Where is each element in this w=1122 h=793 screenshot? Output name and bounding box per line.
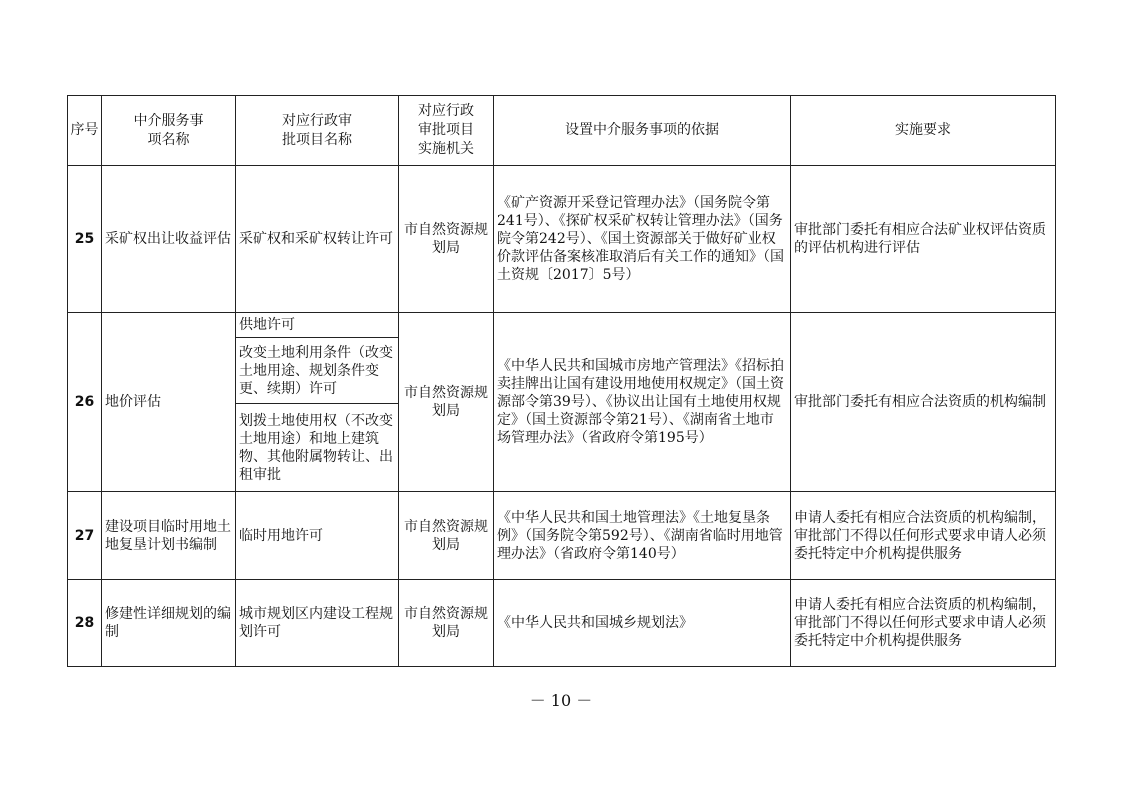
- approval-item: 划拨土地使用权（不改变土地用途）和地上建筑物、其他附属物转让、出租审批: [236, 404, 399, 492]
- agency: 市自然资源规划局: [399, 580, 494, 667]
- page-number: － 10 －: [529, 691, 593, 710]
- agency: 市自然资源规划局: [399, 313, 494, 492]
- agency: 市自然资源规划局: [399, 492, 494, 580]
- service-name: 采矿权出让收益评估: [102, 166, 236, 313]
- approval-item: 采矿权和采矿权转让许可: [236, 166, 399, 313]
- row-number: 28: [68, 580, 102, 667]
- table-row: [68, 313, 1056, 338]
- requirement: 申请人委托有相应合法资质的机构编制，审批部门不得以任何形式要求申请人必须委托特定中介机构提供服务: [791, 580, 1056, 667]
- header-requirement: 实施要求: [791, 96, 1056, 166]
- approval-item: 供地许可: [236, 313, 399, 338]
- header-approval: 对应行政审批项目名称: [236, 96, 399, 166]
- agency: 市自然资源规划局: [399, 166, 494, 313]
- table-row: [68, 580, 1056, 667]
- document-table: [67, 95, 1056, 667]
- approval-item: 改变土地利用条件（改变土地用途、规划条件变更、续期）许可: [236, 338, 399, 404]
- table-row: [68, 166, 1056, 313]
- basis: 《矿产资源开采登记管理办法》（国务院令第241号）、《探矿权采矿权转让管理办法》（国务院令第242号）、《国土资源部关于做好矿业权价款评估备案核准取消后有关工作的通知》（国土资规〔2017〕5号）: [494, 166, 791, 313]
- header-no: 序号: [68, 96, 102, 166]
- header-basis: 设置中介服务事项的依据: [494, 96, 791, 166]
- header-agency: 对应行政审批项目实施机关: [399, 96, 494, 166]
- row-number: 25: [68, 166, 102, 313]
- service-name: 地价评估: [102, 313, 236, 492]
- service-name: 修建性详细规划的编制: [102, 580, 236, 667]
- basis: 《中华人民共和国土地管理法》《土地复垦条例》（国务院令第592号）、《湖南省临时用地管理办法》（省政府令第140号）: [494, 492, 791, 580]
- approval-item: 临时用地许可: [236, 492, 399, 580]
- requirement: 审批部门委托有相应合法资质的机构编制: [791, 313, 1056, 492]
- requirement: 审批部门委托有相应合法矿业权评估资质的评估机构进行评估: [791, 166, 1056, 313]
- row-number: 26: [68, 313, 102, 492]
- service-name: 建设项目临时用地土地复垦计划书编制: [102, 492, 236, 580]
- requirement: 申请人委托有相应合法资质的机构编制，审批部门不得以任何形式要求申请人必须委托特定中介机构提供服务: [791, 492, 1056, 580]
- approval-item: 城市规划区内建设工程规划许可: [236, 580, 399, 667]
- header-name: 中介服务事项名称: [102, 96, 236, 166]
- row-number: 27: [68, 492, 102, 580]
- basis: 《中华人民共和国城乡规划法》: [494, 580, 791, 667]
- basis: 《中华人民共和国城市房地产管理法》《招标拍卖挂牌出让国有建设用地使用权规定》（国土资源部令第39号）、《协议出让国有土地使用权规定》（国土资源部令第21号）、《湖南省土地市场管理办法》（省政府令第195号）: [494, 313, 791, 492]
- table-header-row: [68, 96, 1056, 166]
- table-row: [68, 492, 1056, 580]
